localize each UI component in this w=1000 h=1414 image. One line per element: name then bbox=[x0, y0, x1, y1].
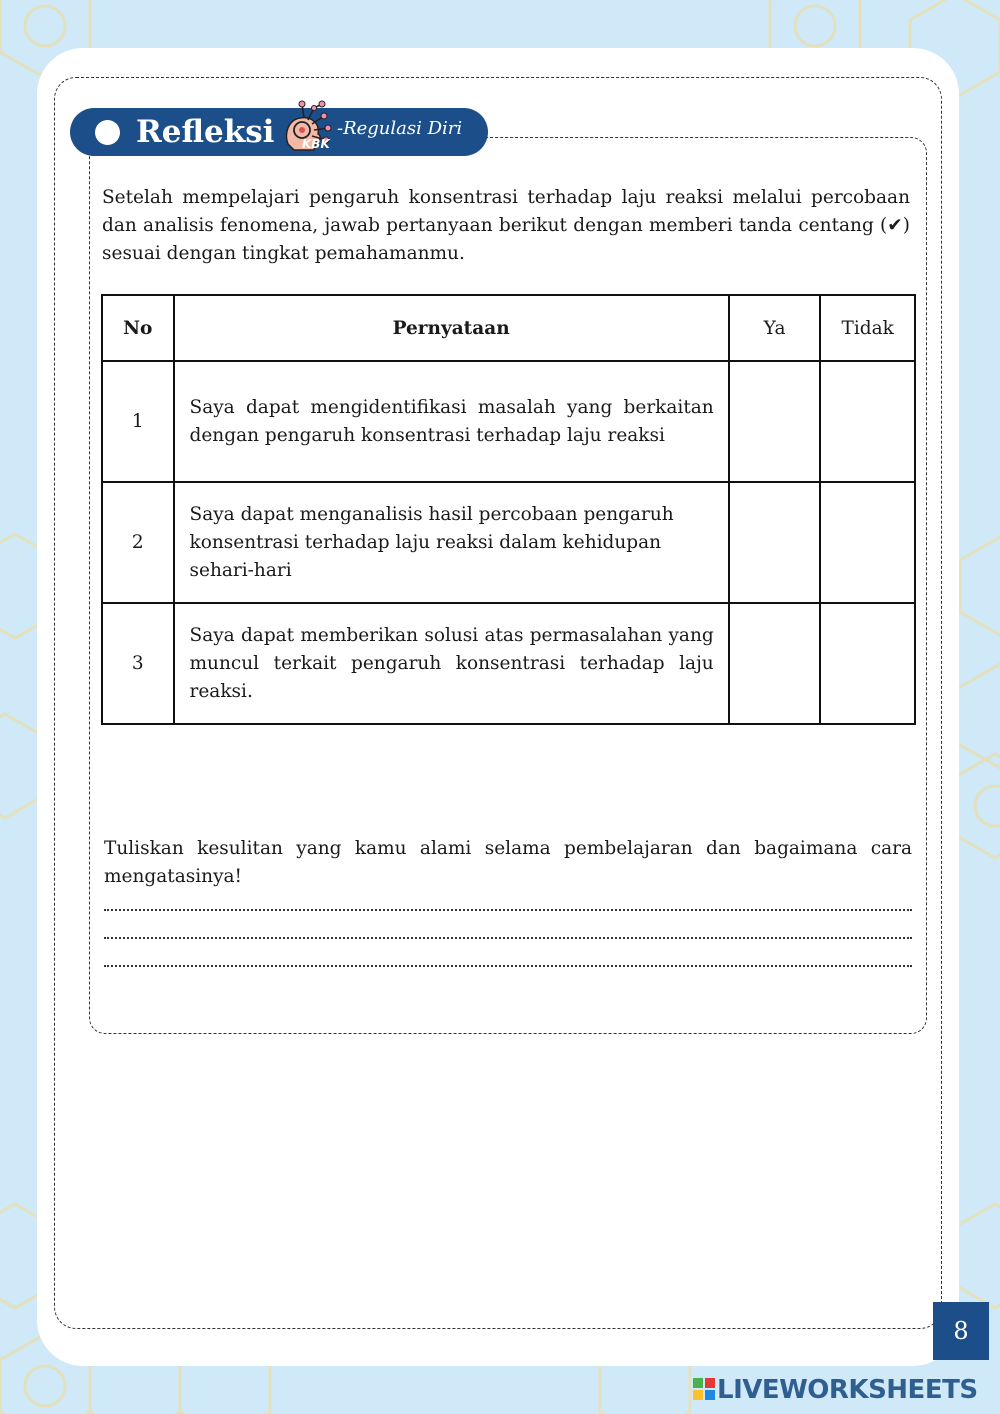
header-no-answer: Tidak bbox=[820, 295, 915, 361]
row-number: 3 bbox=[102, 603, 174, 724]
row-statement: Saya dapat menganalisis hasil percobaan pengaruh konsentrasi terhadap laju reaksi dalam kehidupan sehari-hari bbox=[174, 482, 729, 603]
difficulty-prompt: Tuliskan kesulitan yang kamu alami selama pembelajaran dan bagaimana cara mengatasinya! bbox=[104, 838, 912, 887]
no-checkbox-cell[interactable] bbox=[820, 603, 915, 724]
row-statement: Saya dapat mengidentifikasi masalah yang berkaitan dengan pengaruh konsentrasi terhadap laju reaksi bbox=[174, 361, 729, 482]
brand-text: LIVEWORKSHEETS bbox=[717, 1375, 978, 1405]
section-subtitle: -Regulasi Diri bbox=[337, 118, 463, 139]
table-row bbox=[102, 603, 915, 724]
section-title: Refleksi bbox=[136, 114, 275, 150]
checkmark-icon: ✔ bbox=[887, 215, 903, 236]
yes-checkbox-cell[interactable] bbox=[729, 482, 821, 603]
liveworksheets-logo-icon bbox=[693, 1378, 715, 1400]
yes-checkbox-cell[interactable] bbox=[729, 361, 821, 482]
header-no: No bbox=[102, 295, 174, 361]
no-checkbox-cell[interactable] bbox=[820, 361, 915, 482]
reflection-table bbox=[101, 294, 916, 725]
yes-checkbox-cell[interactable] bbox=[729, 603, 821, 724]
header-statement: Pernyataan bbox=[174, 295, 729, 361]
row-number: 2 bbox=[102, 482, 174, 603]
answer-line[interactable] bbox=[104, 962, 912, 967]
answer-line[interactable] bbox=[104, 906, 912, 911]
table-row bbox=[102, 361, 915, 482]
bullet-dot-icon bbox=[95, 120, 120, 145]
intro-instructions bbox=[102, 184, 910, 268]
section-header bbox=[70, 108, 488, 156]
page-number: 8 bbox=[933, 1302, 989, 1360]
no-checkbox-cell[interactable] bbox=[820, 482, 915, 603]
liveworksheets-brand bbox=[693, 1376, 978, 1404]
row-number: 1 bbox=[102, 361, 174, 482]
kbk-label: KBK bbox=[302, 137, 330, 151]
row-statement: Saya dapat memberikan solusi atas permasalahan yang muncul terkait pengaruh konsentrasi terhadap laju reaksi. bbox=[174, 603, 729, 724]
intro-text-start: Setelah mempelajari pengaruh konsentrasi terhadap laju reaksi melalui percobaan dan analisis fenomena, jawab pertanyaan berikut dengan memberi tanda centang ( bbox=[102, 187, 910, 236]
intro-text-end: ) sesuai dengan tingkat pemahamanmu. bbox=[102, 215, 910, 264]
table-header-row bbox=[102, 295, 915, 361]
header-yes: Ya bbox=[729, 295, 821, 361]
table-row bbox=[102, 482, 915, 603]
answer-line[interactable] bbox=[104, 934, 912, 939]
